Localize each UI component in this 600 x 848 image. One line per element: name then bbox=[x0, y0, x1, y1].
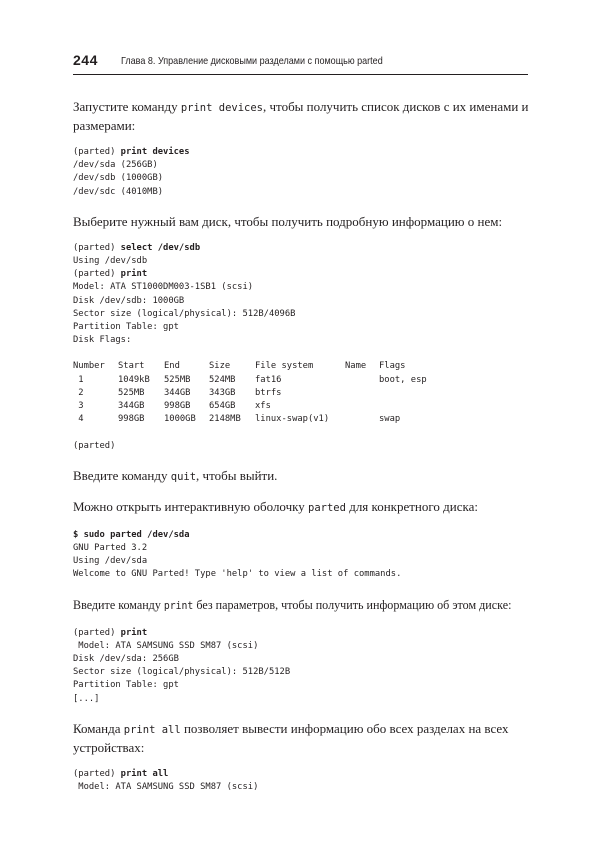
code-line: Disk Flags: bbox=[73, 335, 132, 346]
paragraph-print-devices: Запустите команду print devices, чтобы получить список дисков с их именами и размерами: bbox=[73, 99, 529, 133]
table-cell bbox=[379, 387, 459, 400]
table-cell: 998GB bbox=[118, 414, 145, 425]
table-cell: xfs bbox=[255, 401, 271, 412]
code-line: /dev/sdc (4010MB) bbox=[73, 186, 164, 197]
paragraph-print-no-params: Введите команду print без параметров, чтобы получить информацию об этом диске: bbox=[73, 596, 512, 612]
code-line: (parted) print bbox=[73, 627, 148, 638]
table-cell: 4 bbox=[73, 414, 84, 425]
page-content bbox=[73, 98, 529, 808]
table-cell: btrfs bbox=[255, 387, 282, 398]
table-cell bbox=[379, 400, 459, 413]
page-header bbox=[73, 52, 528, 75]
code-line: Model: ATA ST1000DM003-1SB1 (scsi) bbox=[73, 282, 254, 293]
inline-code: print bbox=[163, 599, 194, 612]
code-line: Model: ATA SAMSUNG SSD SM87 (scsi) bbox=[73, 781, 259, 792]
code-line: /dev/sda (256GB) bbox=[73, 160, 158, 171]
code-line: (parted) print bbox=[73, 269, 148, 280]
code-line: Sector size (logical/physical): 512B/4096B bbox=[73, 308, 296, 319]
column-header: Start bbox=[118, 361, 145, 372]
page-number: 244 bbox=[73, 52, 98, 68]
table-cell bbox=[345, 374, 379, 387]
code-block-print-all bbox=[73, 768, 529, 794]
table-cell: 654GB bbox=[209, 401, 236, 412]
table-cell: 524MB bbox=[209, 374, 236, 385]
column-header: Size bbox=[209, 361, 231, 372]
code-line: Partition Table: gpt bbox=[73, 680, 179, 691]
table-cell: 1049kB bbox=[118, 374, 150, 385]
table-cell bbox=[345, 400, 379, 413]
code-block-devices bbox=[73, 146, 529, 199]
column-header: Number bbox=[73, 361, 105, 372]
code-line: (parted) select /dev/sdb bbox=[73, 242, 201, 253]
table-cell: 3 bbox=[73, 401, 84, 412]
table-cell: swap bbox=[379, 414, 401, 425]
table-cell bbox=[345, 413, 379, 426]
chapter-title: Глава 8. Управление дисковыми разделами с помощью parted bbox=[121, 55, 383, 67]
code-block-print bbox=[73, 627, 529, 706]
table-cell: 1000GB bbox=[164, 414, 196, 425]
paragraph-select-disk: Выберите нужный вам диск, чтобы получить подробную информацию о нем: bbox=[73, 213, 503, 229]
table-row bbox=[73, 387, 459, 400]
table-cell: 344GB bbox=[118, 401, 145, 412]
code-line: (parted) print all bbox=[73, 768, 169, 779]
table-cell: fat16 bbox=[255, 374, 282, 385]
table-cell: linux-swap(v1) bbox=[255, 414, 330, 425]
table-cell: 2 bbox=[73, 387, 84, 398]
column-header: Flags bbox=[379, 361, 406, 372]
code-line: Disk /dev/sda: 256GB bbox=[73, 653, 179, 664]
code-line: /dev/sdb (1000GB) bbox=[73, 173, 164, 184]
paragraph-quit: Введите команду quit, чтобы выйти. bbox=[73, 467, 278, 483]
table-cell: 525MB bbox=[118, 387, 145, 398]
table-cell: 1 bbox=[73, 374, 84, 385]
table-row bbox=[73, 374, 459, 387]
column-header: Name bbox=[345, 361, 367, 372]
table-header-row bbox=[73, 360, 459, 373]
code-line: Model: ATA SAMSUNG SSD SM87 (scsi) bbox=[73, 640, 259, 651]
table-cell bbox=[345, 387, 379, 400]
table-cell: 343GB bbox=[209, 387, 236, 398]
table-cell: 2148MB bbox=[209, 414, 241, 425]
inline-code: quit bbox=[170, 470, 197, 483]
table-row bbox=[73, 413, 459, 426]
code-block-select bbox=[73, 242, 529, 453]
column-header: End bbox=[164, 361, 180, 372]
code-line: Welcome to GNU Parted! Type 'help' to view a list of commands. bbox=[73, 569, 402, 580]
column-header: File system bbox=[255, 361, 314, 372]
partition-table bbox=[73, 360, 459, 426]
inline-code: parted bbox=[308, 501, 346, 514]
code-line: [...] bbox=[73, 693, 100, 704]
paragraph-interactive-shell: Можно открыть интерактивную оболочку parted для конкретного диска: bbox=[73, 498, 478, 514]
code-line: Disk /dev/sdb: 1000GB bbox=[73, 295, 185, 306]
inline-code: print devices bbox=[180, 102, 264, 114]
table-row bbox=[73, 400, 459, 413]
inline-code: print all bbox=[123, 723, 181, 736]
code-line: Using /dev/sda bbox=[73, 556, 148, 567]
code-line: Using /dev/sdb bbox=[73, 255, 148, 266]
code-block-sudo bbox=[73, 529, 529, 582]
code-line: (parted) bbox=[73, 440, 116, 451]
code-line: $ sudo parted /dev/sda bbox=[73, 529, 190, 540]
code-line: GNU Parted 3.2 bbox=[73, 543, 148, 554]
code-line: (parted) print devices bbox=[73, 147, 190, 157]
table-cell: 998GB bbox=[164, 401, 191, 412]
paragraph-print-all: Команда print all позволяет вывести информацию обо всех разделах на всех устройствах: bbox=[73, 720, 509, 755]
table-cell: boot, esp bbox=[379, 374, 427, 385]
code-line: Partition Table: gpt bbox=[73, 321, 179, 332]
table-cell: 525MB bbox=[164, 374, 191, 385]
code-line: Sector size (logical/physical): 512B/512B bbox=[73, 667, 291, 678]
table-cell: 344GB bbox=[164, 387, 191, 398]
